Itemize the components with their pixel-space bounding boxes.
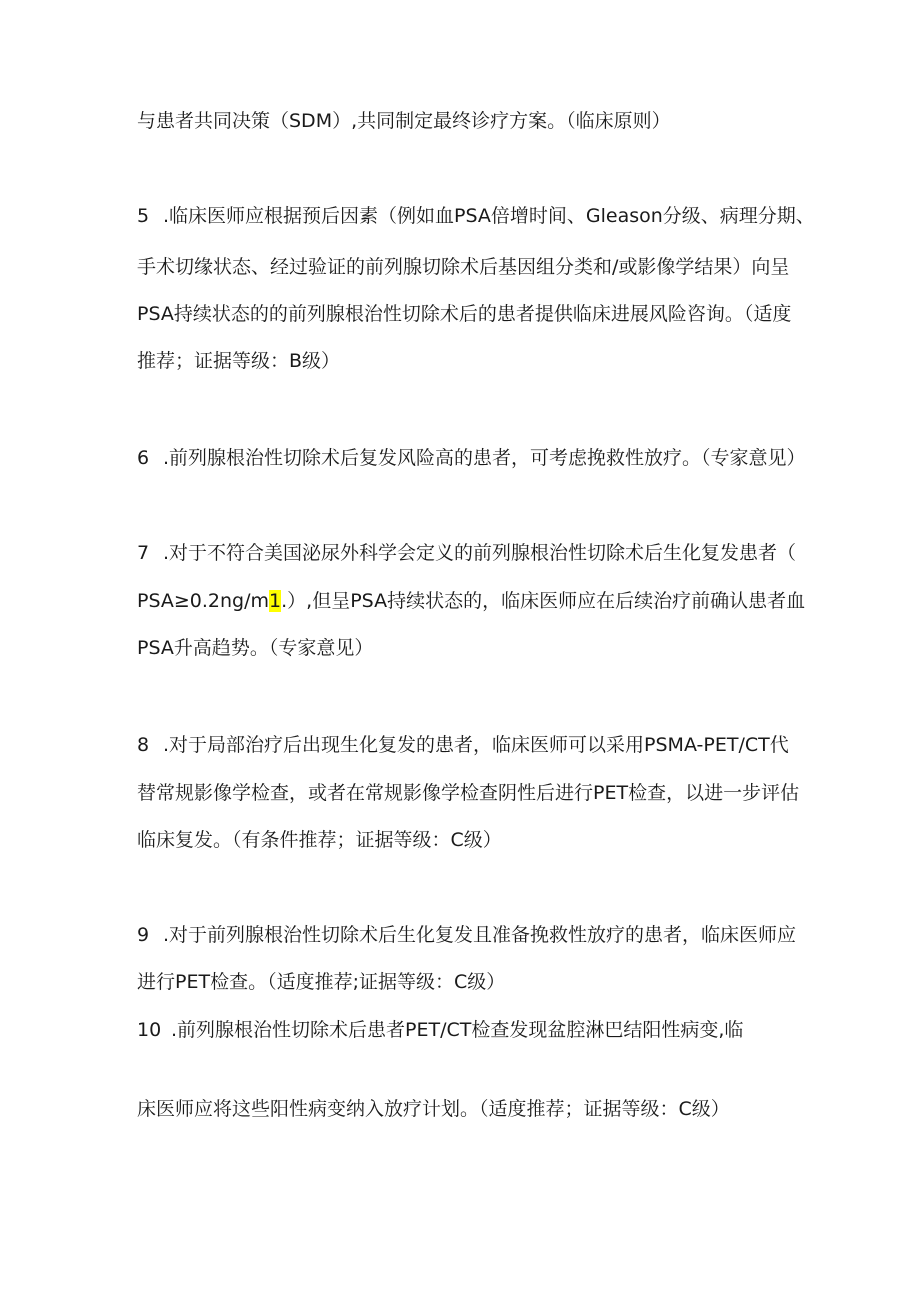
- text-line: 与患者共同决策（SDM）,共同制定最终诊疗方案。（临床原则）: [137, 110, 671, 132]
- text-line: 床医师应将这些阳性病变纳入放疗计划。（适度推荐；证据等级：C级）: [137, 1098, 730, 1120]
- item-text: .对于局部治疗后出现生化复发的患者，临床医师可以采用PSMA-PET/CT代: [163, 734, 789, 756]
- item-number: 9: [137, 924, 150, 946]
- item-number: 6: [137, 447, 150, 469]
- text-line: 临床复发。（有条件推荐；证据等级：C级）: [137, 829, 502, 851]
- text-line: 替常规影像学检查，或者在常规影像学检查阴性后进行PET检查，以进一步评估: [137, 782, 800, 804]
- item-10-line-1: [137, 1018, 817, 1042]
- psa-threshold: PSA≥0.2ng/m: [137, 590, 270, 612]
- item-text: .前列腺根治性切除术后患者PET/CT检查发现盆腔淋巴结阳性病变,临: [171, 1019, 744, 1041]
- item-text: .前列腺根治性切除术后复发风险高的患者，可考虑挽救性放疗。（专家意见）: [163, 447, 806, 469]
- text-line: PSA升高趋势。（专家意见）: [137, 637, 374, 659]
- item-9-line-1: [137, 923, 817, 947]
- item-text: .临床医师应根据预后因素（例如血PSA倍增时间、Gleason分级、病理分期、: [163, 205, 815, 227]
- item-number: 10: [137, 1019, 162, 1041]
- item-7-line-1: [137, 541, 817, 565]
- text-line: 手术切缘状态、经过验证的前列腺切除术后基因组分类和/或影像学结果）向呈: [137, 256, 790, 278]
- item-5-line-1: [137, 204, 817, 228]
- item-text: .对于前列腺根治性切除术后生化复发且准备挽救性放疗的患者，临床医师应: [163, 924, 797, 946]
- text-line: PSA持续状态的的前列腺根治性切除术后的患者提供临床进展风险咨询。（适度: [137, 303, 792, 325]
- item-number: 7: [137, 542, 150, 564]
- item-7-line-2: [137, 589, 817, 613]
- highlighted-text: 1: [269, 590, 282, 612]
- item-6-line-1: [137, 446, 817, 470]
- item-text: .）,但呈PSA持续状态的，临床医师应在后续治疗前确认患者血: [281, 590, 806, 612]
- item-number: 8: [137, 734, 150, 756]
- item-number: 5: [137, 205, 150, 227]
- text-line: 进行PET检查。（适度推荐;证据等级：C级）: [137, 971, 506, 993]
- item-8-line-1: [137, 733, 817, 757]
- text-line: 推荐；证据等级：B级）: [137, 350, 341, 372]
- item-text: .对于不符合美国泌尿外科学会定义的前列腺根治性切除术后生化复发患者（: [163, 542, 797, 564]
